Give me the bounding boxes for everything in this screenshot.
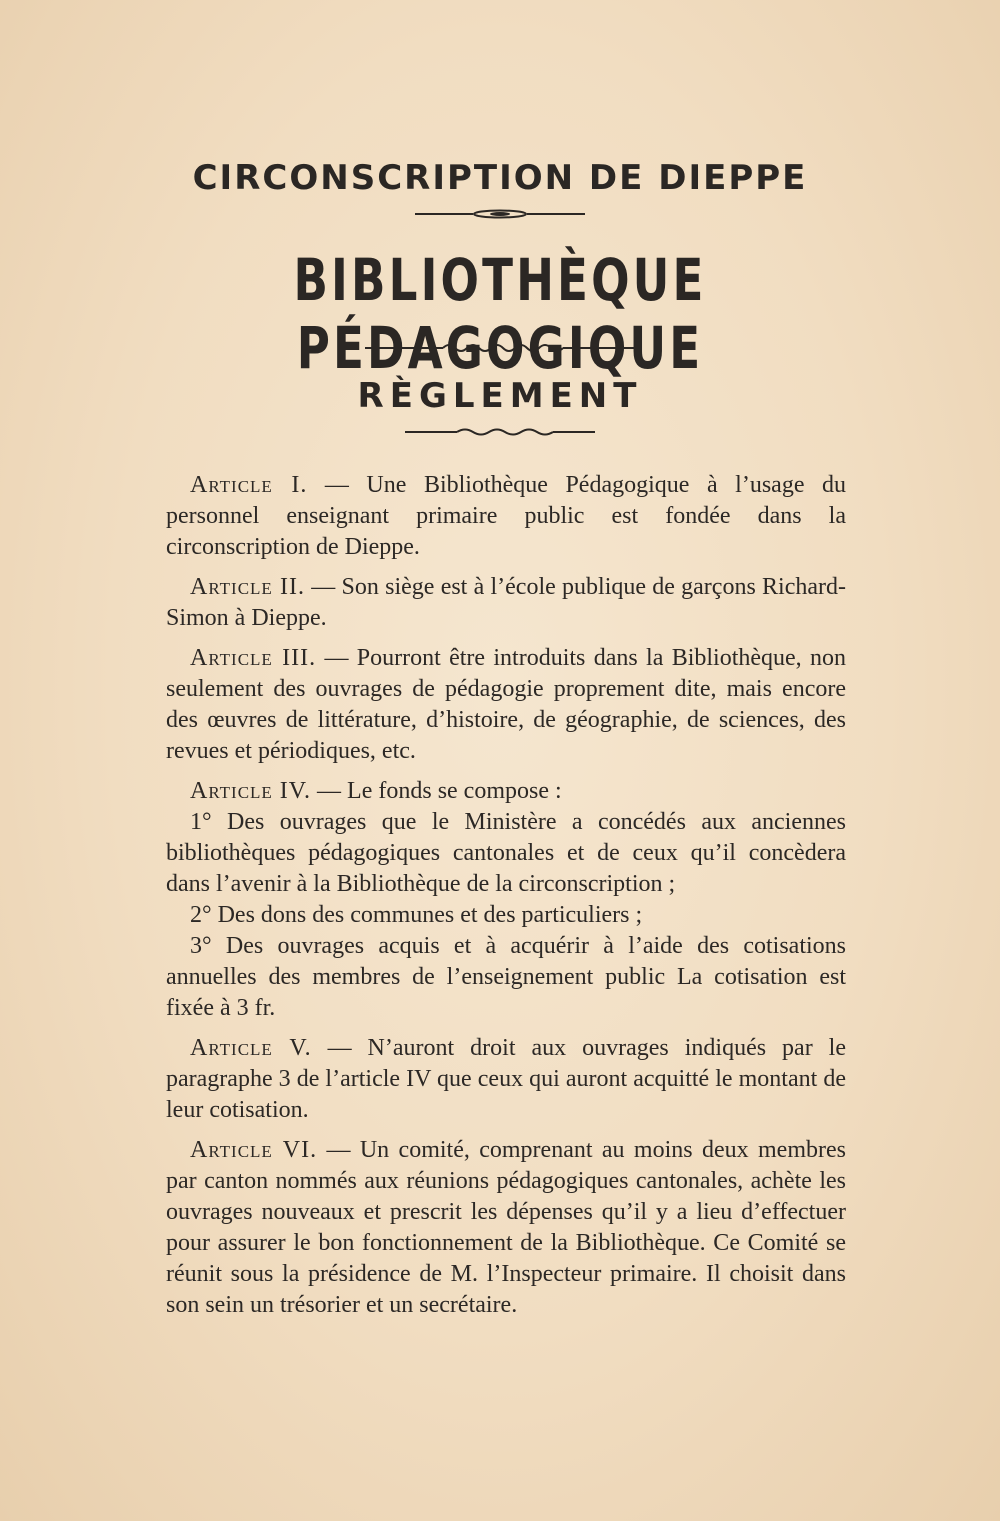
bibliotheque-heading: BIBLIOTHÈQUE PÉDAGOGIQUE <box>293 246 707 382</box>
ornament-divider-1 <box>0 208 1000 220</box>
article-6 <box>166 1135 846 1321</box>
article-1 <box>166 470 846 563</box>
article-4-item-2: 2° Des dons des communes et des particuliers ; <box>190 902 643 928</box>
article-label: Article V. <box>190 1035 312 1061</box>
article-text: — Pourront être introduits dans la Bibliothèque, non seulement des ouvrages de pédagogie proprement dite, mais encore des œuvres de littérature, d’histoire, de géographie, de sciences, des revues et périodiques, etc. <box>166 645 846 764</box>
reglement-body <box>166 470 846 1330</box>
article-label: Article II. <box>190 574 306 600</box>
article-text: — Le fonds se compose : <box>311 778 562 804</box>
article-text: — Un comité, comprenant au moins deux membres par canton nommés aux réunions pédagogiques cantonales, achète les ouvrages nouveaux et prescrit les dépenses qu’il y a lieu d’effectuer pour assurer le bon fonctionnement de la Bibliothèque. Ce Comité se réunit sous la présidence de M. l’Inspecteur primaire. Il choisit dans son sein un trésorier et un secrétaire. <box>166 1137 846 1318</box>
article-4-item-3: 3° Des ouvrages acquis et à acquérir à l’aide des cotisations annuelles des membres de l’enseignement public La cotisation est fixée à 3 fr. <box>166 933 846 1021</box>
ornament-divider-2 <box>0 341 1000 355</box>
article-label: Article III. <box>190 645 317 671</box>
article-5 <box>166 1033 846 1126</box>
article-text: — Une Bibliothèque Pédagogique à l’usage du personnel enseignant primaire public est fondée dans la circonscription de Dieppe. <box>166 472 847 560</box>
article-3 <box>166 643 846 767</box>
article-4 <box>166 776 846 807</box>
article-text: — N’auront droit aux ouvrages indiqués par le paragraphe 3 de l’article IV que ceux qui auront acquitté le montant de leur cotisation. <box>166 1035 847 1123</box>
reglement-heading: RÈGLEMENT <box>357 376 643 416</box>
ornament-divider-3 <box>0 426 1000 438</box>
article-4-item-1: 1° Des ouvrages que le Ministère a concédés aux anciennes bibliothèques pédagogiques cantonales et de ceux qu’il concèdera dans l’avenir à la Bibliothèque de la circonscription ; <box>166 809 846 897</box>
article-2 <box>166 572 846 634</box>
article-label: Article VI. <box>190 1137 318 1163</box>
article-label: Article I. <box>190 472 308 498</box>
article-label: Article IV. <box>190 778 312 804</box>
circonscription-heading: CIRCONSCRIPTION DE DIEPPE <box>192 158 808 198</box>
article-text: — Son siège est à l’école publique de garçons Richard-Simon à Dieppe. <box>166 574 847 631</box>
